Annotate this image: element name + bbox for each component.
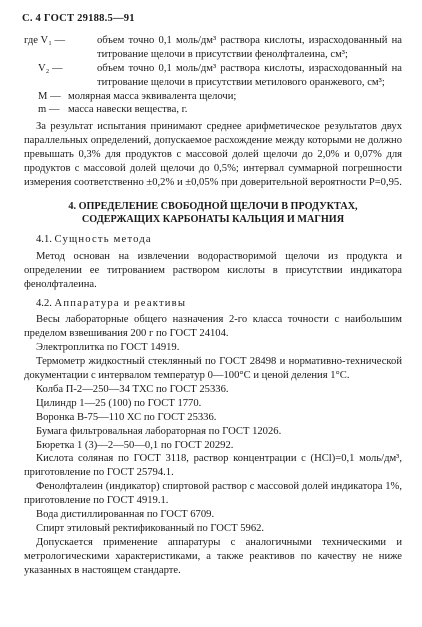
page-header — [22, 12, 402, 26]
equipment-item: Электроплитка по ГОСТ 14919. — [36, 342, 180, 354]
standard-code: ГОСТ 29188.5—91 — [43, 13, 135, 24]
equipment-item: Колба П-2—250—34 ТХС по ГОСТ 25336. — [36, 383, 229, 395]
equipment-item: Вода дистиллированная по ГОСТ 6709. — [36, 509, 215, 521]
variable-m-molar — [24, 90, 402, 104]
equipment-item: Цилиндр 1—25 (100) по ГОСТ 1770. — [36, 397, 202, 409]
subsection-title: Сущность метода — [54, 233, 152, 245]
equipment-item: Термометр жидкостный стеклянный по ГОСТ 28498 и нормативно-технической документации с интервалом температур 0—100°С и ценой деления 1°С. — [24, 356, 402, 382]
variable-m-mass — [24, 103, 402, 117]
method-essence-text: Метод основан на извлечении водорастворимой щелочи из продукта и определении ее титрованием раствором кислоты в присутствии индикатора фенолфталеина. — [24, 250, 402, 290]
result-paragraph: За результат испытания принимают среднее арифметическое результатов двух параллельных определений, допускаемое расхождение между которыми не должно превышать 0,3% для продуктов с массовой долей щелочи до 2,0% и 0,07% для продуктов с массовой долей щелочи до 0,5%; интервал суммарной погрешности измерения соответственно ±0,2% и ±0,05% при доверительной вероятности P=0,95. — [24, 121, 402, 188]
section-title-line: СОДЕРЖАЩИХ КАРБОНАТЫ КАЛЬЦИЯ И МАГНИЯ — [81, 214, 345, 226]
section-title-line: 4. ОПРЕДЕЛЕНИЕ СВОБОДНОЙ ЩЕЛОЧИ В ПРОДУКТАХ, — [68, 200, 358, 212]
variable-v2 — [24, 62, 402, 90]
equipment-item: Воронка В-75—110 ХС по ГОСТ 25336. — [36, 411, 217, 423]
variable-v1 — [24, 34, 402, 62]
equipment-item: Допускается применение аппаратуры с аналогичными техническими и метрологическими характеристиками, а также реактивов по качеству не ниже указанных в настоящем стандарте. — [24, 536, 402, 576]
subsection-4-1-heading — [36, 233, 402, 247]
equipment-item: Кислота соляная по ГОСТ 3118, раствор концентрации с (HCl)=0,1 моль/дм³, приготовление по ГОСТ 25794.1. — [24, 453, 402, 479]
subsection-number: 4.2. — [36, 297, 52, 309]
subsection-title: Аппаратура и реактивы — [54, 297, 187, 309]
variable-symbol: M — — [38, 90, 61, 102]
variable-symbol: где V₁ — — [24, 34, 66, 46]
equipment-item: Фенолфталеин (индикатор) спиртовой раствор с массовой долей индикатора 1%, приготовление по ГОСТ 4919.1. — [24, 481, 402, 507]
equipment-item: Бумага фильтровальная лабораторная по ГОСТ 12026. — [36, 425, 282, 437]
subsection-4-2-heading — [36, 297, 402, 311]
page-number: С. 4 — [22, 13, 42, 24]
equipment-item: Спирт этиловый ректификованный по ГОСТ 5962. — [36, 523, 265, 534]
variable-definitions — [24, 34, 402, 117]
equipment-item: Бюретка 1 (3)—2—50—0,1 по ГОСТ 20292. — [36, 439, 234, 451]
equipment-list — [24, 313, 402, 577]
equipment-item: Весы лабораторные общего назначения 2-го класса точности с наибольшим пределом взвешивания 200 г по ГОСТ 24104. — [24, 314, 402, 340]
variable-definition: молярная масса эквивалента щелочи; — [68, 90, 237, 102]
section-4-title — [24, 200, 402, 227]
variable-definition: объем точно 0,1 моль/дм³ раствора кислоты, израсходованный на титрование щелочи в присутствии метилового оранжевого, см³; — [97, 62, 402, 88]
variable-definition: масса навески вещества, г. — [68, 104, 188, 116]
subsection-number: 4.1. — [36, 233, 52, 245]
variable-symbol: V₂ — — [38, 62, 63, 74]
variable-symbol: m — — [38, 104, 60, 116]
variable-definition: объем точно 0,1 моль/дм³ раствора кислоты, израсходованный на титрование щелочи в присутствии фенолфталеина, см³; — [97, 34, 402, 60]
